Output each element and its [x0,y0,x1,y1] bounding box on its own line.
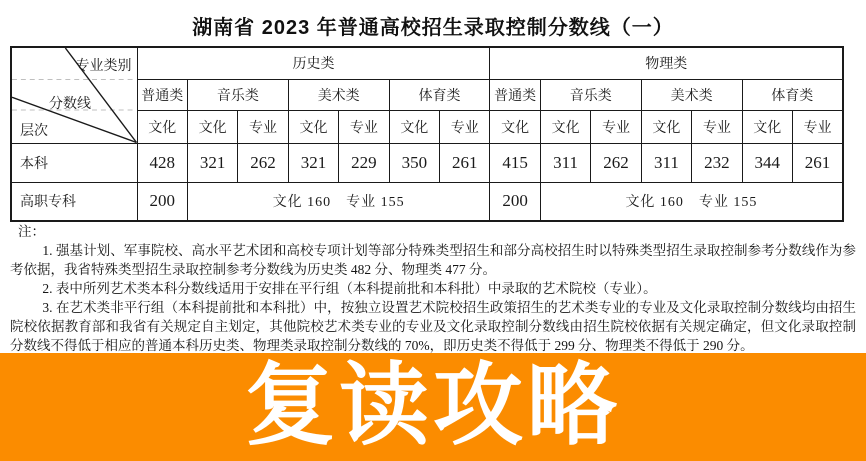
row-label-vocational: 高职专科 [11,182,137,221]
table-row-vocational [11,182,843,221]
score-cell: 200 [490,182,540,221]
score-cell: 311 [641,143,691,182]
score-cell: 311 [540,143,590,182]
score-cell: 350 [389,143,439,182]
corner-header-cell [11,47,137,143]
header-subject-group: 音乐类 [540,79,641,110]
header-exam-type: 文化 [389,110,439,143]
score-cell: 262 [238,143,288,182]
header-exam-type: 文化 [540,110,590,143]
header-exam-type: 文化 [137,110,187,143]
header-exam-type: 文化 [742,110,792,143]
score-cell: 344 [742,143,792,182]
note-item-1: 1. 强基计划、军事院校、高水平艺术团和高校专项计划等部分特殊类型招生和部分高校招生时以特殊类型招生录取控制参考分数线作为参考依据，我省特殊类型招生录取控制参考分数线为历史类 482 分、物理类 477 分。 [10,243,856,277]
header-exam-type: 专业 [238,110,288,143]
score-cell: 428 [137,143,187,182]
header-subject-group: 美术类 [641,79,742,110]
header-row-category [11,47,843,79]
score-cell: 262 [591,143,641,182]
row-label-undergraduate: 本科 [11,143,137,182]
header-subject-group: 普通类 [137,79,187,110]
score-table [10,46,844,222]
score-cell: 232 [692,143,742,182]
corner-label-professional-category: 专业类别 [75,59,132,74]
note-item-3: 3. 在艺术类非平行组（本科提前批和本科批）中，按独立设置艺术院校招生政策招生的艺术类专业的专业及文化录取控制分数线均由招生院校依据教育部和我省有关规定自主划定，其他院校艺术类专业的专业及文化录取控制分数线由招生院校依据有关规定确定，但文化录取控制分数线不得低于相应的普通本科历史类、物理类录取控制分数线的 70%，即历史类不得低于 299 分、物理类不得低于 290 分。 [10,300,856,353]
header-physics-category: 物理类 [490,47,843,79]
banner [0,353,866,461]
score-cell: 261 [440,143,490,182]
header-exam-type: 专业 [339,110,389,143]
header-exam-type: 文化 [187,110,237,143]
score-cell: 261 [792,143,843,182]
header-subject-group: 美术类 [288,79,389,110]
header-subject-group: 体育类 [389,79,490,110]
header-exam-type: 专业 [440,110,490,143]
score-cell: 321 [187,143,237,182]
notes-heading: 注： [18,224,45,239]
notes-section [10,222,856,355]
table-row-undergraduate [11,143,843,182]
banner-text: 复读攻略 [245,356,621,456]
merged-history-arts-cell: 文化 160 专业 155 [187,182,490,221]
score-cell: 415 [490,143,540,182]
header-history-category: 历史类 [137,47,490,79]
header-exam-type: 专业 [591,110,641,143]
score-cell: 321 [288,143,338,182]
header-exam-type: 文化 [288,110,338,143]
header-subject-group: 音乐类 [187,79,288,110]
header-exam-type: 专业 [792,110,843,143]
header-exam-type: 专业 [692,110,742,143]
corner-label-level: 层次 [20,124,48,139]
score-cell: 229 [339,143,389,182]
header-subject-group: 体育类 [742,79,843,110]
header-exam-type: 文化 [490,110,540,143]
header-subject-group: 普通类 [490,79,540,110]
score-cell: 200 [137,182,187,221]
page-title: 湖南省 2023 年普通高校招生录取控制分数线（一） [192,17,674,39]
merged-physics-arts-cell: 文化 160 专业 155 [540,182,843,221]
header-exam-type: 文化 [641,110,691,143]
note-item-2: 2. 表中所列艺术类本科分数线适用于安排在平行组（本科提前批和本科批）中录取的艺术院校（专业）。 [42,281,657,296]
corner-label-score-line: 分数线 [49,97,91,112]
